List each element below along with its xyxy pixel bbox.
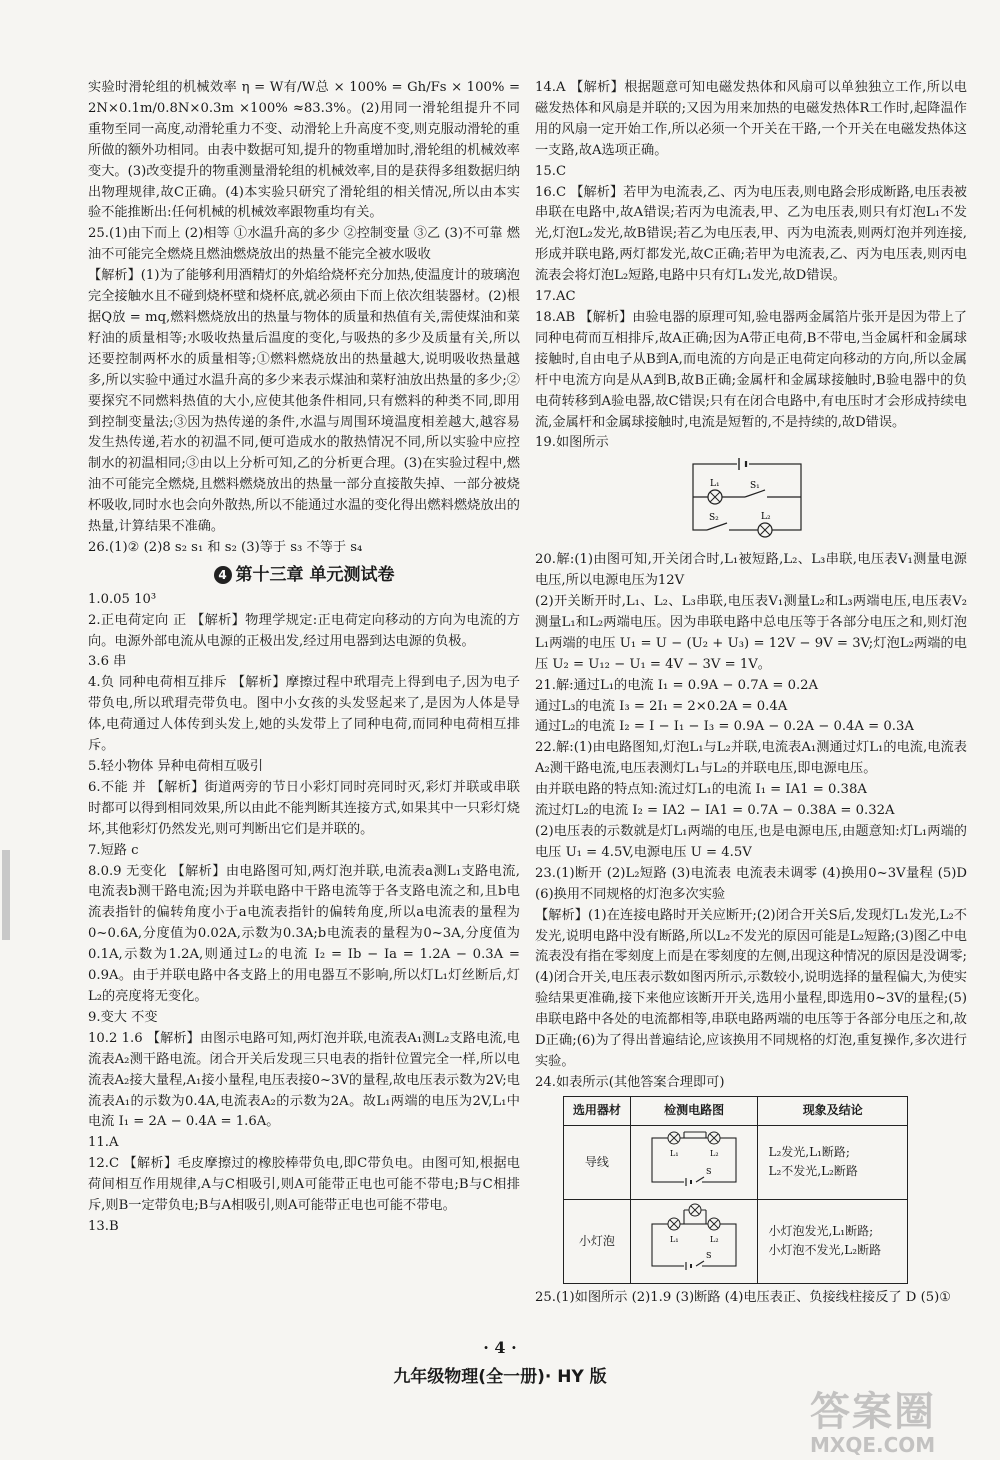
result-line: L₂发光,L₁断路; bbox=[768, 1145, 850, 1160]
label-l1: L₁ bbox=[670, 1234, 679, 1244]
answer-item: 19.如图所示 bbox=[535, 435, 609, 451]
table-cell-result bbox=[758, 1199, 908, 1283]
answer-item: 25.(1)如图所示 (2)1.9 (3)断路 (4)电压表正、负接线柱接反了 D (5)① bbox=[535, 1289, 952, 1305]
answer-item: 20.解:(1)由图可知,开关闭合时,L₁被短路,L₂、L₃串联,电压表V₁测量电源电压,所以电源电压为12V bbox=[535, 552, 967, 589]
label-l1: L₁ bbox=[670, 1148, 679, 1158]
table-cell-diagram bbox=[630, 1199, 758, 1283]
answer-item: 6.不能 并 【解析】街道两旁的节日小彩灯同时亮同时灭,彩灯并联或串联时都可以得到相同效果,所以由此不能判断其连接方式,如果其中一只彩灯烧坏,其他彩灯仍然发光,则可判断出它们是并联的。 bbox=[88, 779, 520, 837]
answer-item: 5.轻小物体 异种电荷相互吸引 bbox=[88, 759, 264, 774]
detect-circuit-lamp bbox=[644, 1202, 744, 1274]
page-number: · 4 · bbox=[483, 1338, 517, 1357]
label-l2: L₂ bbox=[710, 1148, 719, 1158]
answer-item: 17.AC bbox=[535, 289, 576, 305]
table-cell-tool: 导线 bbox=[564, 1125, 631, 1199]
chapter-number-badge: 4 bbox=[214, 566, 232, 584]
label-l2: L₂ bbox=[710, 1234, 719, 1244]
answer-item: 8.0.9 无变化 【解析】由电路图可知,两灯泡并联,电流表a测L₁支路电流,电流表b测干路电流;因为并联电路中干路电流等于各支路电流之和,且b电流表指针的偏转角度小于a电流表指针的偏转角度,所以a电流表的量程为0~0.6A,分度值为0.02A,示数为0.3A;b电流表的量程为0~3A,分度值为0.1A,示数为1.2A,则通过L₂的电流 I₂ = Ib − Ia = 1.2A − 0.3A = 0.9A。由于并联电路中各支路上的用电器互不影响,所以灯L₁灯丝断后,灯L₂的亮度将无变化。 bbox=[88, 863, 520, 1004]
answer-item: 通过L₂的电流 I₂ = I − I₁ − I₃ = 0.9A − 0.2A − 0.4A = 0.3A bbox=[535, 719, 914, 735]
left-column bbox=[88, 78, 520, 1238]
answer-item: (2)开关断开时,L₁、L₂、L₃串联,电压表V₁测量L₂和L₃两端电压,电压表V₂测量L₁和L₂两端电压。因为串联电路中总电压等于各部分电压之和,则灯泡L₁两端的电压 U₁ = U − (U₂ + U₃) = 12V − 9V = 3V;灯泡L₂两端的电压 U₂ = U₁₂ − U₁ = 4V − 3V = 1V。 bbox=[535, 594, 967, 672]
chapter-title: 第十三章 单元测试卷 bbox=[235, 564, 395, 585]
answer-item: 15.C bbox=[535, 163, 567, 179]
answer-item: 3.6 串 bbox=[88, 654, 127, 670]
label-s: S bbox=[706, 1166, 712, 1176]
answer-item: 由并联电路的特点知:流过灯L₁的电流 I₁ = IA1 = 0.38A bbox=[535, 782, 867, 798]
q26-answer: 26.(1)② (2)8 s₂ s₁ 和 s₂ (3)等于 s₃ 不等于 s₄ bbox=[88, 539, 363, 555]
q25-answer: 25.(1)由下而上 (2)相等 ①水温升高的多少 ②控制变量 ③乙 (3)不可靠 燃油不可能完全燃烧且燃油燃烧放出的热量不能完全被水吸收 bbox=[88, 226, 520, 263]
label-l1: L₁ bbox=[710, 479, 720, 490]
result-line: 小灯泡不发光,L₂断路 bbox=[768, 1243, 882, 1258]
answer-item: (2)电压表的示数就是灯L₁两端的电压,也是电源电压,由题意知:灯L₁两端的电压 U₁ = 4.5V,电源电压 U = 4.5V bbox=[535, 824, 967, 860]
table-header: 检测电路图 bbox=[630, 1096, 758, 1125]
answer-item: 7.短路 c bbox=[88, 842, 139, 858]
answer-item: 13.B bbox=[88, 1218, 119, 1234]
table-row bbox=[564, 1199, 908, 1283]
answer-item: 流过灯L₂的电流 I₂ = IA2 − IA1 = 0.7A − 0.38A = 0.32A bbox=[535, 803, 895, 819]
switch-s1-gap bbox=[745, 494, 767, 500]
result-line: L₂不发光,L₂断路 bbox=[768, 1164, 858, 1179]
answer-item: 21.解:通过L₁的电流 I₁ = 0.9A − 0.7A = 0.2A bbox=[535, 677, 819, 693]
watermark-text: 答案圈 bbox=[810, 1389, 936, 1435]
answer-item: 10.2 1.6 【解析】由图示电路可知,两灯泡并联,电流表A₁测L₂支路电流,电流表A₂测干路电流。闭合开关后发现三只电表的指针位置完全一样,所以电流表A₂接大量程,A₁接小量程,电压表接0~3V的量程,故电压表示数为2V;电流表A₁的示数为0.4A,电流表A₂的示数为2A。故L₁两端的电压为2V,L₁中电流 I₁ = 2A − 0.4A = 1.6A。 bbox=[88, 1030, 520, 1130]
answer-item: 16.C 【解析】若甲为电流表,乙、丙为电压表,则电路会形成断路,电压表被串联在电路中,故A错误;若丙为电流表,甲、乙为电压表,则只有灯泡L₁不发光,灯泡L₂发光,故B错误;若乙为电压表,甲、丙为电流表,则两灯泡并列连接,形成并联电路,两灯都发光,故C正确;若甲为电流表,乙、丙为电压表,则丙电流表会将灯泡L₂短路,电路中只有灯L₁发光,故D错误。 bbox=[535, 184, 967, 284]
table-header: 选用器材 bbox=[564, 1096, 631, 1125]
table-header-row bbox=[564, 1096, 908, 1125]
watermark-logo bbox=[810, 1380, 990, 1456]
answer-item: 【解析】(1)在连接电路时开关应断开;(2)闭合开关S后,发现灯L₁发光,L₂不发光,说明电路中没有断路,所以L₂不发光的原因可能是L₂短路;(3)图乙中电流表没有指在零刻度上而是在零刻度的左侧,出现这种情况的原因是没调零;(4)闭合开关,电压表示数如图丙所示,示数较小,说明选择的量程偏大,为使实验结果更准确,接下来他应该断开开关,选用小量程,即选用0~3V的量程;(5)串联电路中各处的电流都相等,串联电路两端的电压等于各部分电压之和,故D正确;(6)为了得出普遍结论,应该换用不同规格的灯泡,重复操作,多次进行实验。 bbox=[535, 907, 967, 1069]
label-s: S bbox=[706, 1250, 712, 1260]
label-s2: S₂ bbox=[709, 513, 719, 524]
answer-item: 22.解:(1)由电路图知,灯泡L₁与L₂并联,电流表A₁测通过灯L₁的电流,电流表A₂测干路电流,电压表测灯L₁与L₂的并联电压,即电源电压。 bbox=[535, 740, 967, 777]
answer-item: 9.变大 不变 bbox=[88, 1009, 158, 1025]
table-header: 现象及结论 bbox=[758, 1096, 908, 1125]
table-cell-tool: 小灯泡 bbox=[564, 1199, 631, 1283]
answer-item: 4.负 同种电荷相互排斥 【解析】摩擦过程中玳瑁壳上得到电子,因为电子带负电,所以玳瑁壳带负电。图中小女孩的头发竖起来了,是因为人体是导体,电荷通过人体传到头发上,她的头发带上了同种电荷,而同种电荷相互排斥。 bbox=[88, 675, 520, 754]
answer-item: 24.如表所示(其他答案合理即可) bbox=[535, 1074, 725, 1090]
circuit-diagram-q19 bbox=[685, 458, 810, 538]
answer-table-q24 bbox=[563, 1096, 908, 1284]
switch-s2-gap bbox=[707, 527, 729, 533]
detect-circuit-wire bbox=[644, 1128, 744, 1190]
answer-item: 12.C 【解析】毛皮摩擦过的橡胶棒带负电,即C带负电。由图可知,根据电荷间相互作用规律,A与C相吸引,则A可能带正电也可能不带电;B与C相排斥,则B一定带负电;B与A相吸引,则A可能带正电也可能不带电。 bbox=[88, 1156, 520, 1214]
answer-item: 11.A bbox=[88, 1135, 119, 1151]
footer-title: 九年级物理(全一册)· HY 版 bbox=[393, 1367, 607, 1387]
table-cell-diagram bbox=[630, 1125, 758, 1199]
right-column bbox=[535, 78, 967, 1309]
answer-item: 通过L₃的电流 I₃ = 2I₁ = 2×0.2A = 0.4A bbox=[535, 698, 788, 714]
q25-analysis: 【解析】(1)为了能够利用酒精灯的外焰给烧杯充分加热,使温度计的玻璃泡完全接触水且不碰到烧杯壁和烧杯底,就必须由下而上依次组装器材。(2)根据Q放 = mq,燃料燃烧放出的热量与物体的质量和热值有关,需使煤油和菜籽油的质量相等;水吸收热量后温度的变化,与吸热的多少及质量有关,所以还要控制两杯水的质量相等;①燃料燃烧放出的热量越大,说明吸收热量越多,所以实验中通过水温升高的多少来表示煤油和菜籽油放出热量的多少;②要探究不同燃料热值的大小,应使其他条件相同,只有燃料的种类不同,即用到控制变量法;③因为热传递的条件,水温与周围环境温度相差越大,越容易发生热传递,若水的初温不同,便可造成水的散热情况不同,所以实验中应控制水的初温相同;③由以上分析可知,乙的分析更合理。(3)在实验过程中,燃油不可能完全燃烧,且燃料燃烧放出的热量一部分直接散失掉、一部分被烧杯吸收,同时水也会向外散热,所以不能通过水温的变化得出燃料燃烧放出的热量,计算结果不准确。 bbox=[88, 268, 520, 535]
q24-efficiency-text: 实验时滑轮组的机械效率 η = W有/W总 × 100% = Gh/Fs × 100% = 2N×0.1m/0.8N×0.3m ×100% ≈83.3%。(2)用同一滑轮组提升不同重物至同一高度,动滑轮重力不变、动滑轮上升高度不变,则克服动滑轮的重所做的额外功相同。由表中数据可知,提升的物重增加时,滑轮组的机械效率变大。(3)改变提升的物重测量滑轮组的机械效率,目的是获得多组数据归纳出物理规律,故C正确。(4)本实验只研究了滑轮组的相关情况,所以由本实验不能推断出:任何机械的机械效率跟物重均有关。 bbox=[88, 80, 520, 221]
answer-item: 14.A 【解析】根据题意可知电磁发热体和风扇可以单独独立工作,所以电磁发热体和风扇是并联的;又因为用来加热的电磁发热体R工作时,起降温作用的风扇一定开始工作,所以必须一个开关在干路,一个开关在电磁发热体这一支路,故A选项正确。 bbox=[535, 80, 967, 158]
answer-item: 2.正电荷定向 正 【解析】物理学规定:正电荷定向移动的方向为电流的方向。电源外部电流从电源的正极出发,经过用电器到达电源的负极。 bbox=[88, 612, 520, 649]
binding-edge bbox=[2, 850, 10, 940]
result-line: 小灯泡发光,L₁断路; bbox=[768, 1224, 874, 1239]
answer-item: 18.AB 【解析】由验电器的原理可知,验电器两金属箔片张开是因为带上了同种电荷而互相排斥,故A正确;因为A带正电荷,B不带电,当金属杆和金属球接触时,自由电子从B到A,而电流的方向是正电荷定向移动的方向,所以金属杆中电流方向是从A到B,故B正确;金属杆和金属球接触时,B验电器中的负电荷转移到A验电器,故C错误;只有在闭合电路中,有电压时才会形成持续电流,金属杆和金属球接触时,电流是短暂的,不是持续的,故D错误。 bbox=[535, 309, 967, 430]
watermark-url: MXQE.COM bbox=[810, 1433, 936, 1457]
answer-item: 1.0.05 10³ bbox=[88, 591, 157, 607]
label-l2: L₂ bbox=[761, 512, 771, 523]
label-s1: S₁ bbox=[750, 481, 760, 492]
chapter-heading bbox=[88, 565, 520, 586]
answer-item: 23.(1)断开 (2)L₂短路 (3)电流表 电流表未调零 (4)换用0~3V量程 (5)D (6)换用不同规格的灯泡多次实验 bbox=[535, 865, 967, 902]
table-cell-result bbox=[758, 1125, 908, 1199]
table-row bbox=[564, 1125, 908, 1199]
